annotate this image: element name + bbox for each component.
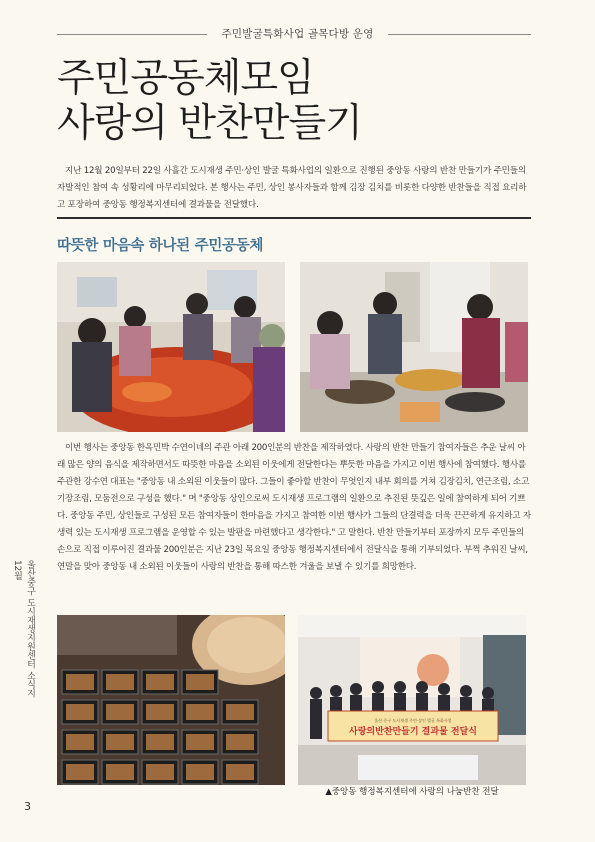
photo-delivery-ceremony xyxy=(298,615,526,785)
photo-cooking-jeon xyxy=(300,262,528,432)
photo-packed-side-dishes xyxy=(57,615,285,785)
header-rule-right xyxy=(388,34,531,35)
banner-small-text: 울산 중구 도시재생 주민·상인 발굴 특화사업 xyxy=(374,718,452,723)
newsletter-side-title: 울산중구 도시재생지원센터 소식지 12월 xyxy=(12,560,35,698)
lead-paragraph: 지난 12월 20일부터 22일 사흘간 도시재생 주민·상인 발굴 특화사업의 일환으로 진행된 중앙동 사랑의 반찬 만들기가 주민들의 자발적인 참여 속 성황리에 마무리되었다. 본 행사는 주민, 상인 봉사자들과 함께 김장 김치를 비롯한 다양한 반찬들을 직접 요리하고 포장하여 중앙동 행정복지센터에 결과물을 전달했다. xyxy=(57,166,527,210)
banner-text: 사랑의반찬만들기 결과물 전달식 xyxy=(349,727,477,737)
page-number: 3 xyxy=(24,800,31,813)
photo-kimchi-making xyxy=(57,262,285,432)
section-subhead: 따뜻한 마음속 하나된 주민공동체 xyxy=(57,238,264,254)
photo-caption: ▲중앙동 행정복지센터에 사랑의 나눔반찬 전달 xyxy=(325,787,499,797)
body-paragraph: 이번 행사는 중앙동 한옥민박 수연이네의 주관 아래 200인분의 반찬을 제작하였다. 사랑의 반찬 만들기 참여자들은 추운 날씨 아래 많은 양의 음식을 제작하면서도 따뜻한 마음을 소외된 이웃에게 전달한다는 뿌듯한 마음을 가지고 이번 행사에 참여했다. 행사를 주관한 강수연 대표는 "중앙동 내 소외된 이웃들이 많다. 그들이 좋아할 반찬이 무엇인지 내부 회의를 거쳐 김장김치, 연근조림, 소고기장조림, 모둠전으로 구성을 했다." 며 "중앙동 상인으로써 도시재생 프로그램의 일환으로 추진된 뜻깊은 일에 참여하게 되어 기쁘다. 중앙동 주민, 상인들로 구성된 모든 참여자들이 한마음을 가지고 참여한 이번 행사가 그들의 단결력을 더욱 끈끈하게 유지하고 자생력 있는 도시재생 프로그램을 운영할 수 있는 발판을 마련했다고 생각한다." 고 말한다. 반찬 만들기부터 포장까지 모두 주민들의 손으로 직접 이루어진 결과물 200인분은 지난 23일 목요일 중앙동 행정복지센터에서 전달식을 통해 기부되었다. 부쩍 추워진 날씨, 연말을 맞아 중앙동 내 소외된 이웃들이 사랑의 반찬을 통해 따스한 겨울을 보낼 수 있기를 희망한다. xyxy=(57,443,531,572)
section-kicker: 주민발굴특화사업 골목다방 운영 xyxy=(221,28,374,40)
title-line-2: 사랑의 반찬만들기 xyxy=(57,101,362,146)
article-title xyxy=(57,56,362,146)
title-line-1: 주민공동체모임 xyxy=(57,56,314,101)
section-divider xyxy=(57,217,531,219)
